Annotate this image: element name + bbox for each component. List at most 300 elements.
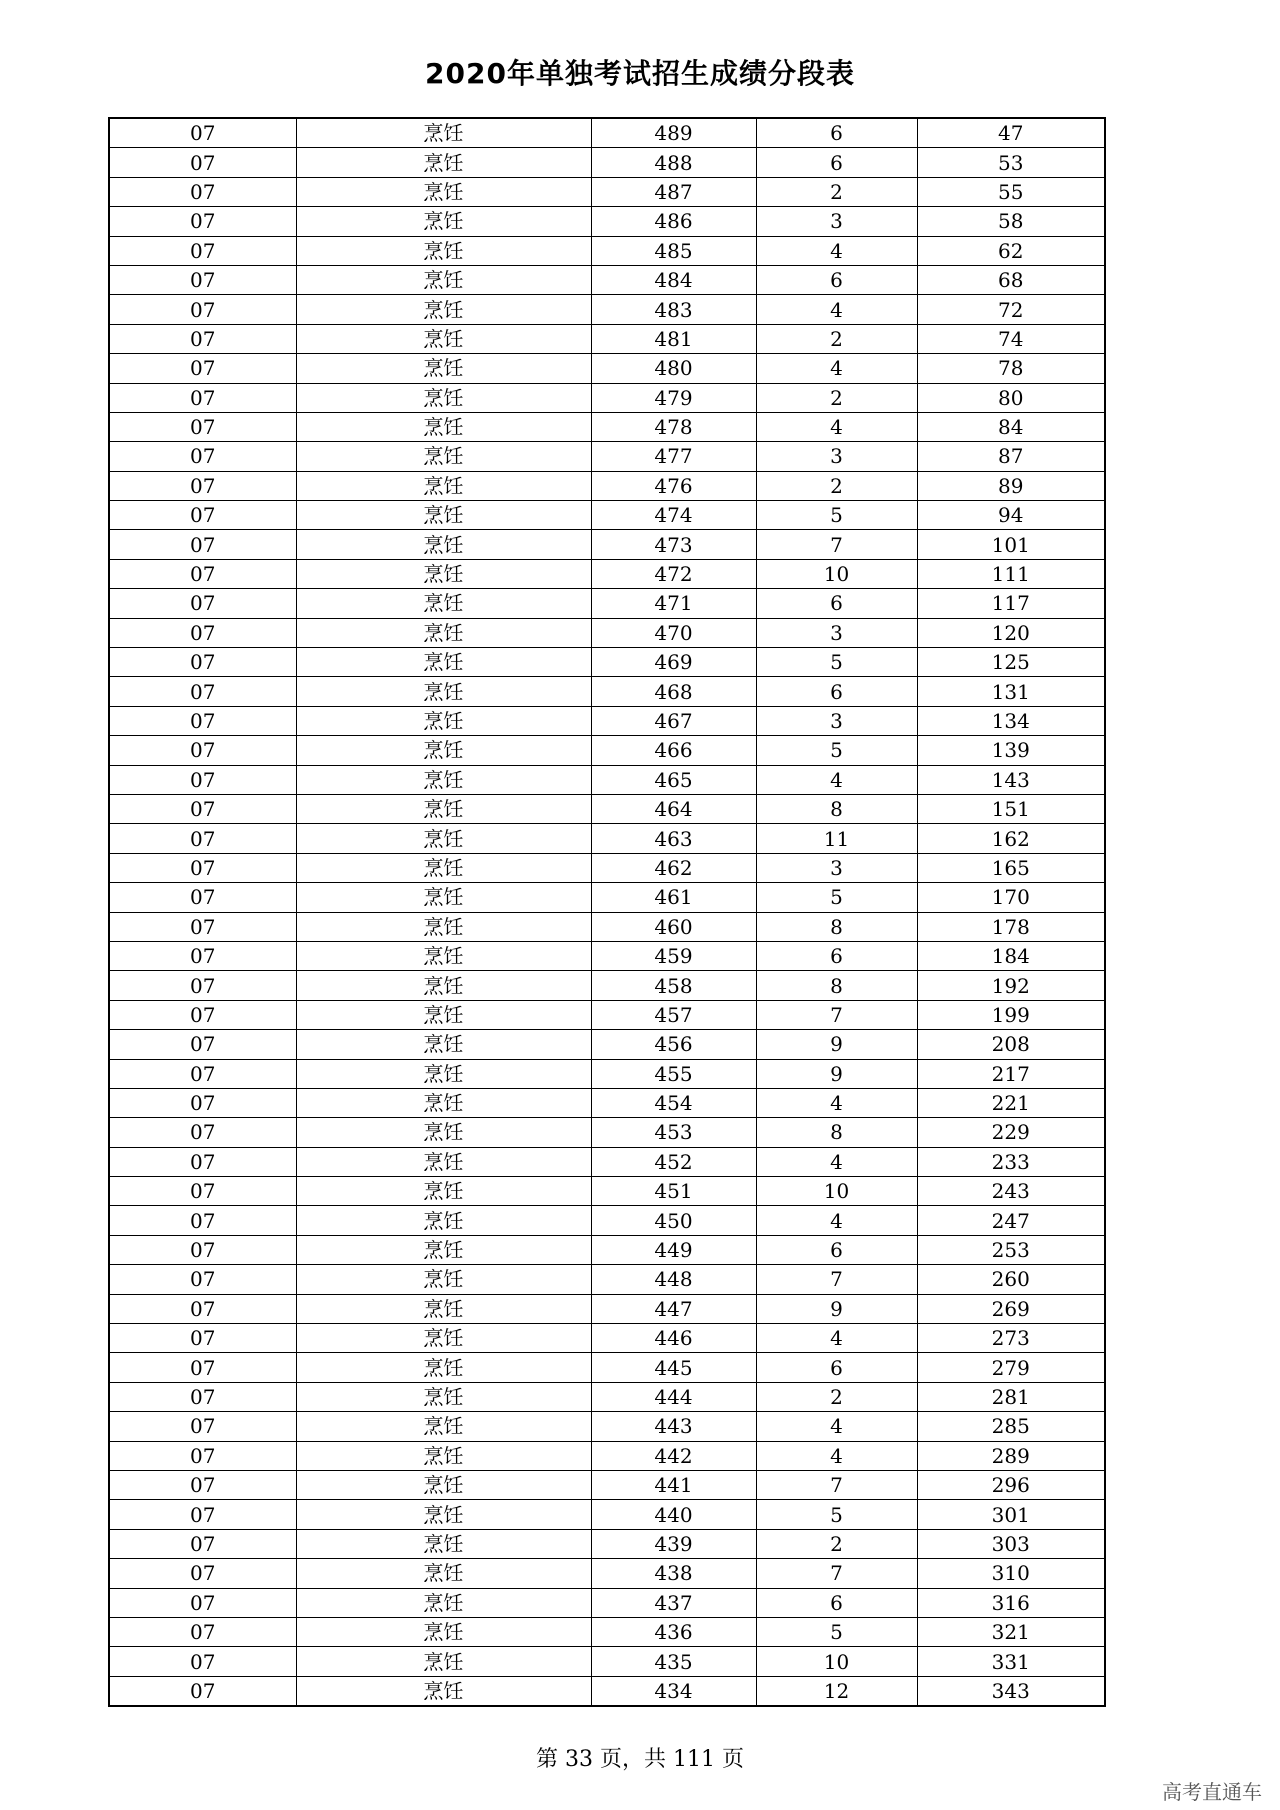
category-name-cell: 烹饪 xyxy=(296,618,591,647)
category-code-cell: 07 xyxy=(109,853,296,882)
cumulative-cell: 221 xyxy=(917,1088,1105,1117)
count-cell: 8 xyxy=(756,1118,917,1147)
count-cell: 2 xyxy=(756,324,917,353)
count-cell: 10 xyxy=(756,559,917,588)
cumulative-cell: 87 xyxy=(917,442,1105,471)
score-cell: 487 xyxy=(591,177,756,206)
score-cell: 440 xyxy=(591,1500,756,1529)
count-cell: 9 xyxy=(756,1059,917,1088)
score-cell: 483 xyxy=(591,295,756,324)
table-row xyxy=(109,1177,1105,1206)
category-code-cell: 07 xyxy=(109,471,296,500)
category-name-cell: 烹饪 xyxy=(296,971,591,1000)
score-cell: 457 xyxy=(591,1000,756,1029)
category-name-cell: 烹饪 xyxy=(296,295,591,324)
table-row xyxy=(109,1000,1105,1029)
score-cell: 442 xyxy=(591,1441,756,1470)
count-cell: 3 xyxy=(756,618,917,647)
count-cell: 3 xyxy=(756,442,917,471)
score-cell: 445 xyxy=(591,1353,756,1382)
category-name-cell: 烹饪 xyxy=(296,177,591,206)
score-cell: 460 xyxy=(591,912,756,941)
table-row xyxy=(109,559,1105,588)
cumulative-cell: 74 xyxy=(917,324,1105,353)
category-code-cell: 07 xyxy=(109,324,296,353)
count-cell: 2 xyxy=(756,471,917,500)
score-cell: 480 xyxy=(591,354,756,383)
category-name-cell: 烹饪 xyxy=(296,1500,591,1529)
count-cell: 6 xyxy=(756,265,917,294)
count-cell: 8 xyxy=(756,794,917,823)
cumulative-cell: 316 xyxy=(917,1588,1105,1617)
cumulative-cell: 301 xyxy=(917,1500,1105,1529)
score-cell: 450 xyxy=(591,1206,756,1235)
category-code-cell: 07 xyxy=(109,383,296,412)
category-code-cell: 07 xyxy=(109,794,296,823)
category-code-cell: 07 xyxy=(109,824,296,853)
count-cell: 4 xyxy=(756,354,917,383)
score-cell: 436 xyxy=(591,1617,756,1646)
category-code-cell: 07 xyxy=(109,295,296,324)
cumulative-cell: 53 xyxy=(917,148,1105,177)
count-cell: 5 xyxy=(756,1500,917,1529)
count-cell: 2 xyxy=(756,177,917,206)
category-name-cell: 烹饪 xyxy=(296,236,591,265)
cumulative-cell: 233 xyxy=(917,1147,1105,1176)
cumulative-cell: 101 xyxy=(917,530,1105,559)
cumulative-cell: 72 xyxy=(917,295,1105,324)
page-title: 2020年单独考试招生成绩分段表 xyxy=(425,57,855,90)
count-cell: 8 xyxy=(756,971,917,1000)
table-row xyxy=(109,1441,1105,1470)
table-row xyxy=(109,941,1105,970)
count-cell: 6 xyxy=(756,589,917,618)
count-cell: 3 xyxy=(756,706,917,735)
category-code-cell: 07 xyxy=(109,1617,296,1646)
count-cell: 6 xyxy=(756,941,917,970)
cumulative-cell: 80 xyxy=(917,383,1105,412)
cumulative-cell: 273 xyxy=(917,1324,1105,1353)
table-row xyxy=(109,1559,1105,1588)
cumulative-cell: 281 xyxy=(917,1382,1105,1411)
category-name-cell: 烹饪 xyxy=(296,265,591,294)
table-row xyxy=(109,1382,1105,1411)
cumulative-cell: 229 xyxy=(917,1118,1105,1147)
category-code-cell: 07 xyxy=(109,501,296,530)
category-name-cell: 烹饪 xyxy=(296,354,591,383)
count-cell: 4 xyxy=(756,1412,917,1441)
score-cell: 479 xyxy=(591,383,756,412)
score-cell: 486 xyxy=(591,207,756,236)
category-code-cell: 07 xyxy=(109,1529,296,1558)
category-code-cell: 07 xyxy=(109,412,296,441)
table-row xyxy=(109,618,1105,647)
cumulative-cell: 184 xyxy=(917,941,1105,970)
cumulative-cell: 279 xyxy=(917,1353,1105,1382)
score-cell: 468 xyxy=(591,677,756,706)
category-code-cell: 07 xyxy=(109,1294,296,1323)
cumulative-cell: 303 xyxy=(917,1529,1105,1558)
category-code-cell: 07 xyxy=(109,1118,296,1147)
score-cell: 437 xyxy=(591,1588,756,1617)
score-cell: 456 xyxy=(591,1030,756,1059)
count-cell: 5 xyxy=(756,1617,917,1646)
category-code-cell: 07 xyxy=(109,1059,296,1088)
cumulative-cell: 243 xyxy=(917,1177,1105,1206)
category-name-cell: 烹饪 xyxy=(296,530,591,559)
cumulative-cell: 208 xyxy=(917,1030,1105,1059)
cumulative-cell: 269 xyxy=(917,1294,1105,1323)
score-cell: 462 xyxy=(591,853,756,882)
category-name-cell: 烹饪 xyxy=(296,1441,591,1470)
category-code-cell: 07 xyxy=(109,1147,296,1176)
count-cell: 6 xyxy=(756,1353,917,1382)
count-cell: 7 xyxy=(756,1265,917,1294)
count-cell: 4 xyxy=(756,1206,917,1235)
category-name-cell: 烹饪 xyxy=(296,1030,591,1059)
count-cell: 3 xyxy=(756,853,917,882)
category-code-cell: 07 xyxy=(109,1265,296,1294)
count-cell: 7 xyxy=(756,1470,917,1499)
score-cell: 488 xyxy=(591,148,756,177)
category-code-cell: 07 xyxy=(109,236,296,265)
score-cell: 465 xyxy=(591,765,756,794)
category-code-cell: 07 xyxy=(109,941,296,970)
count-cell: 4 xyxy=(756,412,917,441)
category-code-cell: 07 xyxy=(109,442,296,471)
category-name-cell: 烹饪 xyxy=(296,1647,591,1676)
score-cell: 463 xyxy=(591,824,756,853)
category-code-cell: 07 xyxy=(109,971,296,1000)
cumulative-cell: 134 xyxy=(917,706,1105,735)
cumulative-cell: 285 xyxy=(917,1412,1105,1441)
category-code-cell: 07 xyxy=(109,1000,296,1029)
category-name-cell: 烹饪 xyxy=(296,912,591,941)
score-table-body xyxy=(109,118,1105,1706)
category-name-cell: 烹饪 xyxy=(296,824,591,853)
cumulative-cell: 55 xyxy=(917,177,1105,206)
count-cell: 4 xyxy=(756,1147,917,1176)
score-cell: 449 xyxy=(591,1235,756,1264)
category-code-cell: 07 xyxy=(109,265,296,294)
category-name-cell: 烹饪 xyxy=(296,1412,591,1441)
category-name-cell: 烹饪 xyxy=(296,501,591,530)
count-cell: 2 xyxy=(756,1382,917,1411)
category-code-cell: 07 xyxy=(109,1470,296,1499)
cumulative-cell: 68 xyxy=(917,265,1105,294)
category-name-cell: 烹饪 xyxy=(296,471,591,500)
score-cell: 438 xyxy=(591,1559,756,1588)
table-row xyxy=(109,736,1105,765)
score-cell: 454 xyxy=(591,1088,756,1117)
category-code-cell: 07 xyxy=(109,1588,296,1617)
score-cell: 458 xyxy=(591,971,756,1000)
category-code-cell: 07 xyxy=(109,1412,296,1441)
count-cell: 6 xyxy=(756,1235,917,1264)
cumulative-cell: 84 xyxy=(917,412,1105,441)
category-name-cell: 烹饪 xyxy=(296,1059,591,1088)
category-code-cell: 07 xyxy=(109,1235,296,1264)
table-row xyxy=(109,1588,1105,1617)
cumulative-cell: 139 xyxy=(917,736,1105,765)
category-code-cell: 07 xyxy=(109,1206,296,1235)
table-row xyxy=(109,501,1105,530)
cumulative-cell: 199 xyxy=(917,1000,1105,1029)
cumulative-cell: 131 xyxy=(917,677,1105,706)
count-cell: 5 xyxy=(756,736,917,765)
table-row xyxy=(109,177,1105,206)
category-code-cell: 07 xyxy=(109,1353,296,1382)
score-cell: 461 xyxy=(591,883,756,912)
table-row xyxy=(109,1030,1105,1059)
cumulative-cell: 170 xyxy=(917,883,1105,912)
table-row xyxy=(109,1147,1105,1176)
count-cell: 4 xyxy=(756,1441,917,1470)
category-name-cell: 烹饪 xyxy=(296,1000,591,1029)
count-cell: 4 xyxy=(756,1088,917,1117)
score-cell: 434 xyxy=(591,1676,756,1706)
category-name-cell: 烹饪 xyxy=(296,1617,591,1646)
score-cell: 448 xyxy=(591,1265,756,1294)
count-cell: 9 xyxy=(756,1030,917,1059)
cumulative-cell: 117 xyxy=(917,589,1105,618)
cumulative-cell: 260 xyxy=(917,1265,1105,1294)
count-cell: 9 xyxy=(756,1294,917,1323)
count-cell: 12 xyxy=(756,1676,917,1706)
category-name-cell: 烹饪 xyxy=(296,1118,591,1147)
cumulative-cell: 296 xyxy=(917,1470,1105,1499)
category-code-cell: 07 xyxy=(109,648,296,677)
cumulative-cell: 162 xyxy=(917,824,1105,853)
count-cell: 11 xyxy=(756,824,917,853)
count-cell: 6 xyxy=(756,118,917,148)
category-name-cell: 烹饪 xyxy=(296,559,591,588)
category-code-cell: 07 xyxy=(109,1382,296,1411)
count-cell: 8 xyxy=(756,912,917,941)
table-row xyxy=(109,1470,1105,1499)
category-name-cell: 烹饪 xyxy=(296,1382,591,1411)
category-name-cell: 烹饪 xyxy=(296,736,591,765)
table-row xyxy=(109,648,1105,677)
score-cell: 485 xyxy=(591,236,756,265)
cumulative-cell: 47 xyxy=(917,118,1105,148)
table-row xyxy=(109,824,1105,853)
table-row xyxy=(109,853,1105,882)
category-code-cell: 07 xyxy=(109,1030,296,1059)
score-cell: 471 xyxy=(591,589,756,618)
cumulative-cell: 78 xyxy=(917,354,1105,383)
category-name-cell: 烹饪 xyxy=(296,324,591,353)
score-cell: 484 xyxy=(591,265,756,294)
score-cell: 470 xyxy=(591,618,756,647)
cumulative-cell: 58 xyxy=(917,207,1105,236)
category-code-cell: 07 xyxy=(109,1676,296,1706)
category-code-cell: 07 xyxy=(109,354,296,383)
category-code-cell: 07 xyxy=(109,530,296,559)
category-code-cell: 07 xyxy=(109,736,296,765)
category-name-cell: 烹饪 xyxy=(296,589,591,618)
score-cell: 489 xyxy=(591,118,756,148)
score-cell: 441 xyxy=(591,1470,756,1499)
category-name-cell: 烹饪 xyxy=(296,148,591,177)
category-name-cell: 烹饪 xyxy=(296,1529,591,1558)
table-row xyxy=(109,971,1105,1000)
table-row xyxy=(109,1500,1105,1529)
count-cell: 2 xyxy=(756,383,917,412)
cumulative-cell: 192 xyxy=(917,971,1105,1000)
category-name-cell: 烹饪 xyxy=(296,1265,591,1294)
count-cell: 4 xyxy=(756,295,917,324)
category-name-cell: 烹饪 xyxy=(296,1177,591,1206)
category-code-cell: 07 xyxy=(109,883,296,912)
category-name-cell: 烹饪 xyxy=(296,1559,591,1588)
score-cell: 451 xyxy=(591,1177,756,1206)
score-cell: 469 xyxy=(591,648,756,677)
category-code-cell: 07 xyxy=(109,1088,296,1117)
table-row xyxy=(109,677,1105,706)
table-row xyxy=(109,1235,1105,1264)
table-row xyxy=(109,1412,1105,1441)
table-row xyxy=(109,1088,1105,1117)
score-cell: 446 xyxy=(591,1324,756,1353)
category-code-cell: 07 xyxy=(109,618,296,647)
cumulative-cell: 289 xyxy=(917,1441,1105,1470)
category-name-cell: 烹饪 xyxy=(296,883,591,912)
cumulative-cell: 143 xyxy=(917,765,1105,794)
table-row xyxy=(109,1294,1105,1323)
table-row xyxy=(109,471,1105,500)
score-table xyxy=(108,117,1106,1707)
count-cell: 7 xyxy=(756,1000,917,1029)
category-name-cell: 烹饪 xyxy=(296,1147,591,1176)
score-cell: 455 xyxy=(591,1059,756,1088)
category-name-cell: 烹饪 xyxy=(296,1324,591,1353)
cumulative-cell: 343 xyxy=(917,1676,1105,1706)
count-cell: 3 xyxy=(756,207,917,236)
table-row xyxy=(109,706,1105,735)
cumulative-cell: 310 xyxy=(917,1559,1105,1588)
category-name-cell: 烹饪 xyxy=(296,442,591,471)
count-cell: 7 xyxy=(756,530,917,559)
score-cell: 478 xyxy=(591,412,756,441)
table-row xyxy=(109,148,1105,177)
category-code-cell: 07 xyxy=(109,559,296,588)
category-code-cell: 07 xyxy=(109,765,296,794)
watermark-text: 高考直通车 xyxy=(1162,1780,1262,1804)
count-cell: 6 xyxy=(756,1588,917,1617)
cumulative-cell: 178 xyxy=(917,912,1105,941)
category-name-cell: 烹饪 xyxy=(296,648,591,677)
count-cell: 7 xyxy=(756,1559,917,1588)
category-name-cell: 烹饪 xyxy=(296,207,591,236)
category-code-cell: 07 xyxy=(109,1324,296,1353)
score-cell: 476 xyxy=(591,471,756,500)
category-name-cell: 烹饪 xyxy=(296,1206,591,1235)
category-name-cell: 烹饪 xyxy=(296,1676,591,1706)
score-cell: 444 xyxy=(591,1382,756,1411)
score-cell: 464 xyxy=(591,794,756,823)
table-row xyxy=(109,442,1105,471)
cumulative-cell: 111 xyxy=(917,559,1105,588)
table-row xyxy=(109,1118,1105,1147)
table-row xyxy=(109,1353,1105,1382)
count-cell: 2 xyxy=(756,1529,917,1558)
category-code-cell: 07 xyxy=(109,1500,296,1529)
cumulative-cell: 165 xyxy=(917,853,1105,882)
count-cell: 4 xyxy=(756,1324,917,1353)
score-cell: 443 xyxy=(591,1412,756,1441)
category-name-cell: 烹饪 xyxy=(296,1294,591,1323)
count-cell: 5 xyxy=(756,648,917,677)
table-row xyxy=(109,1206,1105,1235)
category-name-cell: 烹饪 xyxy=(296,1470,591,1499)
cumulative-cell: 321 xyxy=(917,1617,1105,1646)
count-cell: 5 xyxy=(756,883,917,912)
score-cell: 473 xyxy=(591,530,756,559)
table-row xyxy=(109,883,1105,912)
score-cell: 472 xyxy=(591,559,756,588)
count-cell: 10 xyxy=(756,1177,917,1206)
score-cell: 453 xyxy=(591,1118,756,1147)
category-name-cell: 烹饪 xyxy=(296,677,591,706)
score-cell: 439 xyxy=(591,1529,756,1558)
category-name-cell: 烹饪 xyxy=(296,412,591,441)
score-table-container xyxy=(108,117,1104,1707)
category-code-cell: 07 xyxy=(109,677,296,706)
cumulative-cell: 125 xyxy=(917,648,1105,677)
table-row xyxy=(109,1676,1105,1706)
table-row xyxy=(109,1647,1105,1676)
category-code-cell: 07 xyxy=(109,1559,296,1588)
score-cell: 447 xyxy=(591,1294,756,1323)
table-row xyxy=(109,1059,1105,1088)
category-code-cell: 07 xyxy=(109,177,296,206)
category-name-cell: 烹饪 xyxy=(296,853,591,882)
category-name-cell: 烹饪 xyxy=(296,706,591,735)
cumulative-cell: 89 xyxy=(917,471,1105,500)
category-code-cell: 07 xyxy=(109,118,296,148)
count-cell: 4 xyxy=(756,765,917,794)
table-row xyxy=(109,765,1105,794)
score-cell: 459 xyxy=(591,941,756,970)
category-code-cell: 07 xyxy=(109,1177,296,1206)
category-code-cell: 07 xyxy=(109,207,296,236)
table-row xyxy=(109,383,1105,412)
cumulative-cell: 247 xyxy=(917,1206,1105,1235)
score-cell: 467 xyxy=(591,706,756,735)
category-name-cell: 烹饪 xyxy=(296,383,591,412)
table-row xyxy=(109,1265,1105,1294)
category-name-cell: 烹饪 xyxy=(296,1235,591,1264)
count-cell: 4 xyxy=(756,236,917,265)
category-name-cell: 烹饪 xyxy=(296,794,591,823)
category-code-cell: 07 xyxy=(109,148,296,177)
table-row xyxy=(109,207,1105,236)
page-footer: 第 33 页，共 111 页 xyxy=(536,1747,744,1772)
score-cell: 435 xyxy=(591,1647,756,1676)
table-row xyxy=(109,295,1105,324)
table-row xyxy=(109,1617,1105,1646)
table-row xyxy=(109,324,1105,353)
count-cell: 6 xyxy=(756,148,917,177)
count-cell: 5 xyxy=(756,501,917,530)
category-name-cell: 烹饪 xyxy=(296,1353,591,1382)
count-cell: 6 xyxy=(756,677,917,706)
count-cell: 10 xyxy=(756,1647,917,1676)
table-row xyxy=(109,589,1105,618)
category-code-cell: 07 xyxy=(109,589,296,618)
category-name-cell: 烹饪 xyxy=(296,1088,591,1117)
